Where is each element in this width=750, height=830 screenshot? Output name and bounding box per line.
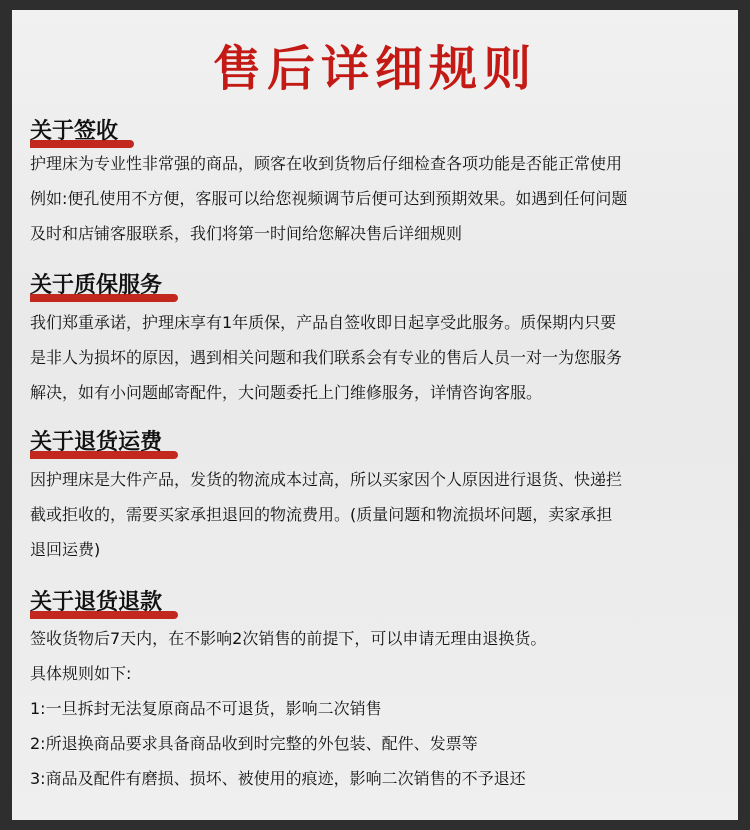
section-heading-signing (30, 114, 126, 150)
section-heading-refund (30, 585, 170, 621)
section-body-refund (30, 621, 730, 796)
section-heading-text: 关于签收 (30, 119, 119, 144)
section-heading-return-shipping (30, 425, 170, 461)
body-line: 是非人为损坏的原因，遇到相关问题和我们联系会有专业的售后人员一对一为您服务 (30, 348, 623, 367)
section-heading-text: 关于退货退款 (30, 590, 163, 615)
body-line: 解决，如有小问题邮寄配件，大问题委托上门维修服务，详情咨询客服。 (30, 383, 543, 402)
body-line: 因护理床是大件产品，发货的物流成本过高，所以买家因个人原因进行退货、快递拦 (30, 470, 623, 489)
section-body-warranty (30, 305, 730, 410)
body-line: 退回运费) (30, 540, 101, 559)
body-line: 及时和店铺客服联系，我们将第一时间给您解决售后详细规则 (30, 224, 463, 243)
body-line: 3:商品及配件有磨损、损坏、被使用的痕迹，影响二次销售的不予退还 (30, 769, 526, 788)
body-line: 1:一旦拆封无法复原商品不可退货，影响二次销售 (30, 699, 382, 718)
body-line: 例如:便孔使用不方便，客服可以给您视频调节后便可达到预期效果。如遇到任何问题 (30, 189, 628, 208)
body-line: 护理床为专业性非常强的商品，顾客在收到货物后仔细检查各项功能是否能正常使用 (30, 154, 623, 173)
body-line: 2:所退换商品要求具备商品收到时完整的外包装、配件、发票等 (30, 734, 478, 753)
section-body-return-shipping (30, 462, 730, 567)
section-heading-text: 关于质保服务 (30, 273, 163, 298)
section-body-signing (30, 146, 730, 251)
body-line: 签收货物后7天内，在不影响2次销售的前提下，可以申请无理由退换货。 (30, 629, 547, 648)
body-line: 我们郑重承诺，护理床享有1年质保，产品自签收即日起享受此服务。质保期内只要 (30, 313, 617, 332)
body-line: 截或拒收的，需要买家承担退回的物流费用。(质量问题和物流损坏问题，卖家承担 (30, 505, 613, 524)
page-title: 售后详细规则 (212, 41, 537, 97)
section-heading-text: 关于退货运费 (30, 430, 163, 455)
section-heading-warranty (30, 268, 170, 304)
body-line: 具体规则如下: (30, 664, 132, 683)
